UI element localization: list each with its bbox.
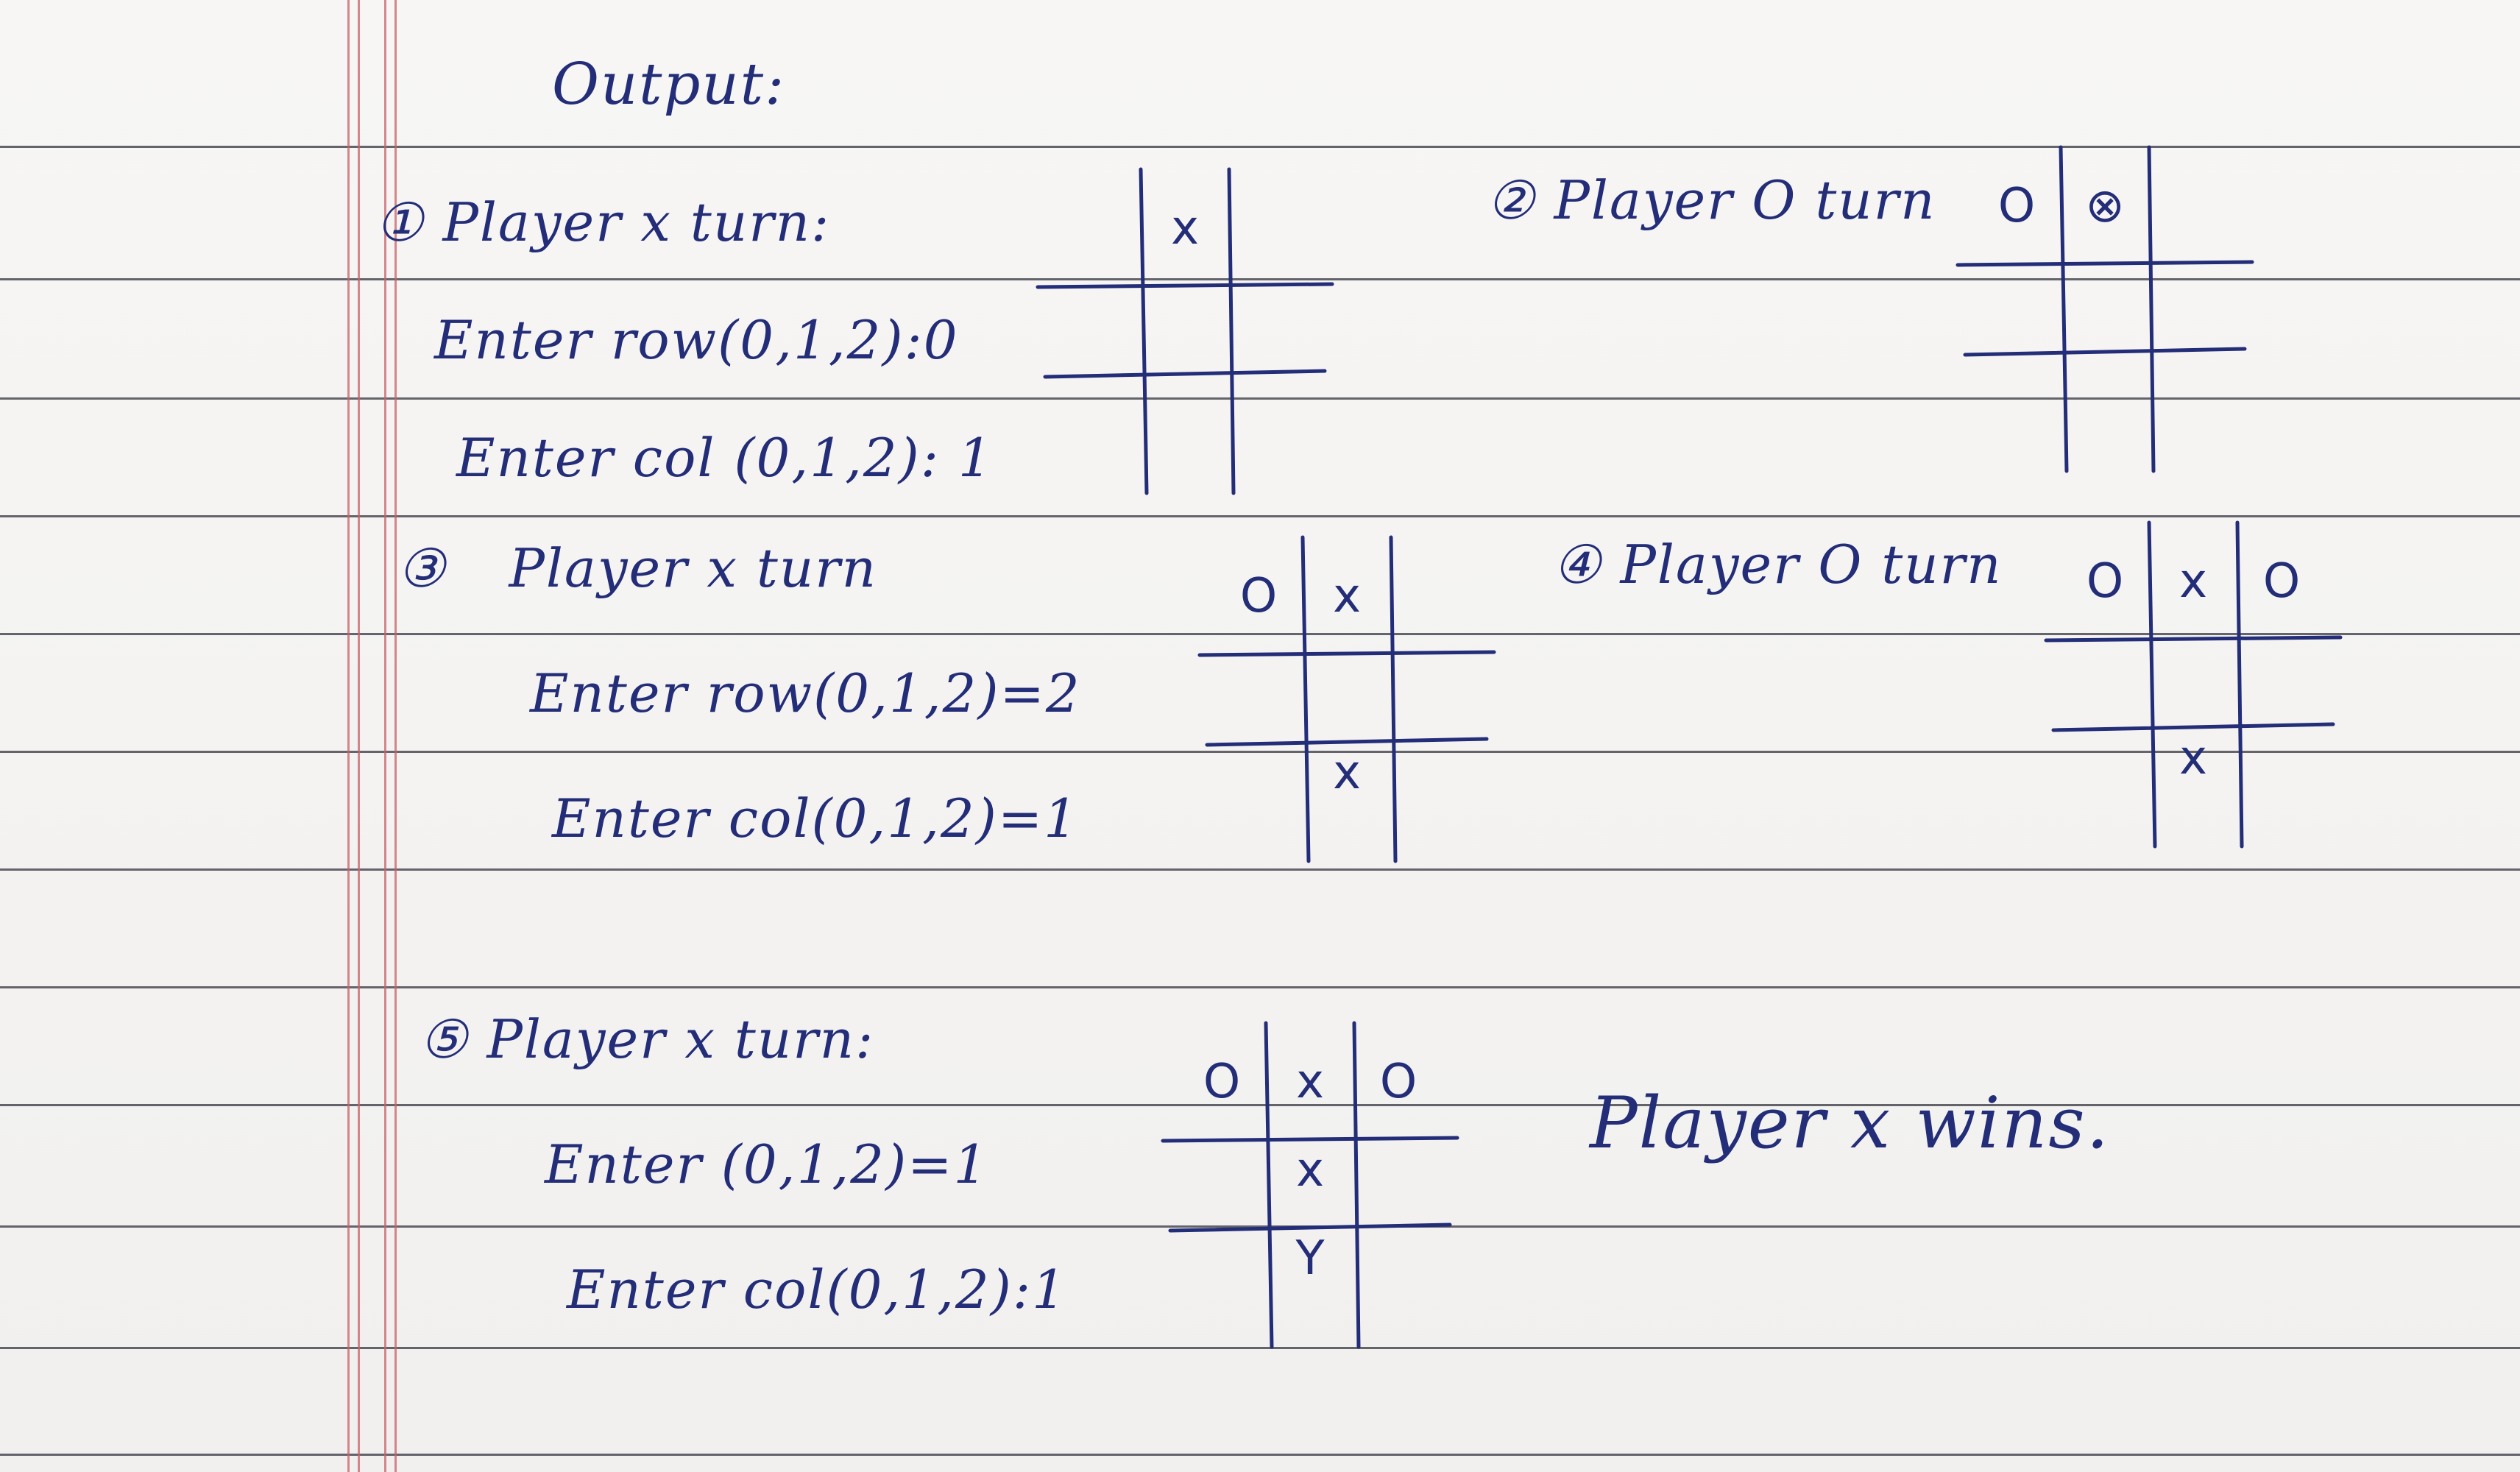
board-cell [1391, 640, 1479, 729]
step-5-col-prompt: Enter col(0,1,2):1 [567, 1259, 1067, 1320]
board-cell [2149, 339, 2237, 427]
board-cell [2149, 162, 2237, 250]
board-cell [1178, 1214, 1266, 1303]
board-cell [1972, 250, 2061, 339]
step-5-row-prompt: Enter (0,1,2)=1 [545, 1133, 989, 1195]
board-cell [1214, 729, 1303, 817]
step-2-title [1487, 169, 1936, 231]
step-5-number: ⑤ [420, 1008, 469, 1070]
board-cell [2149, 250, 2237, 339]
step-3-title [397, 537, 877, 599]
step-3-title-text: Player x turn [509, 537, 878, 599]
margin-line [358, 0, 360, 1472]
board-cell [2061, 714, 2149, 802]
board-cell [1303, 640, 1391, 729]
step-1-title-text: Player x turn: [442, 191, 831, 253]
step-5-title [420, 1008, 874, 1070]
board-cell: O [1203, 1055, 1241, 1109]
margin-line [347, 0, 350, 1472]
board-cell [1178, 1126, 1266, 1214]
board-cell: O [1239, 569, 1278, 623]
ruled-line [0, 868, 2520, 871]
board-cell: O [1379, 1055, 1418, 1109]
board-cell: Y [1295, 1231, 1325, 1286]
board-cell [1214, 640, 1303, 729]
board-cell [1391, 552, 1479, 640]
board-cell [1229, 361, 1317, 449]
board-step-4 [2061, 523, 2326, 846]
board-cell [1052, 272, 1141, 361]
board-cell [1354, 1126, 1443, 1214]
result-text: Player x wins. [1590, 1082, 2111, 1164]
board-cell: x [1333, 746, 1361, 800]
board-cell: x [1296, 1143, 1324, 1197]
board-step-2 [1972, 147, 2237, 471]
board-cell [1354, 1214, 1443, 1303]
board-cell [2061, 250, 2149, 339]
step-4-title [1553, 534, 2002, 595]
step-4-number: ④ [1553, 534, 1602, 595]
board-cell: ⊗ [2085, 179, 2125, 233]
board-step-1 [1052, 169, 1317, 493]
board-cell [1229, 272, 1317, 361]
board-cell [1229, 184, 1317, 272]
board-cell [1141, 272, 1229, 361]
ruled-line [0, 1347, 2520, 1349]
board-cell [2237, 714, 2326, 802]
board-cell [1972, 339, 2061, 427]
board-step-5 [1178, 1023, 1443, 1347]
step-1-row-prompt: Enter row(0,1,2):0 [434, 309, 959, 371]
board-cell [2149, 626, 2237, 714]
board-cell [1391, 729, 1479, 817]
ruled-line [0, 986, 2520, 988]
heading: Output: [552, 52, 786, 118]
step-3-number: ③ [397, 537, 447, 599]
board-cell [1052, 184, 1141, 272]
board-cell: x [1171, 201, 1199, 255]
step-3-row-prompt: Enter row(0,1,2)=2 [530, 662, 1081, 724]
step-2-title-text: Player O turn [1554, 169, 1936, 231]
ruled-line [0, 515, 2520, 517]
board-cell [2061, 626, 2149, 714]
board-cell: x [1333, 569, 1361, 623]
board-cell [2237, 626, 2326, 714]
board-cell [1052, 361, 1141, 449]
step-1-number: ① [375, 191, 425, 253]
board-cell [1141, 361, 1229, 449]
step-5-title-text: Player x turn: [486, 1008, 875, 1070]
step-1-col-prompt: Enter col (0,1,2): 1 [456, 427, 994, 489]
step-1-title [375, 191, 830, 253]
ruled-line [0, 1454, 2520, 1456]
step-3-col-prompt: Enter col(0,1,2)=1 [552, 788, 1079, 849]
board-cell: O [1997, 179, 2036, 233]
board-cell: O [2262, 554, 2301, 609]
board-step-3 [1214, 537, 1479, 861]
board-cell [2061, 339, 2149, 427]
board-cell: x [2179, 554, 2207, 609]
board-cell: O [2086, 554, 2124, 609]
step-4-title-text: Player O turn [1620, 534, 2003, 595]
board-cell: x [1296, 1055, 1324, 1109]
step-2-number: ② [1487, 169, 1536, 231]
board-cell: x [2179, 731, 2207, 785]
